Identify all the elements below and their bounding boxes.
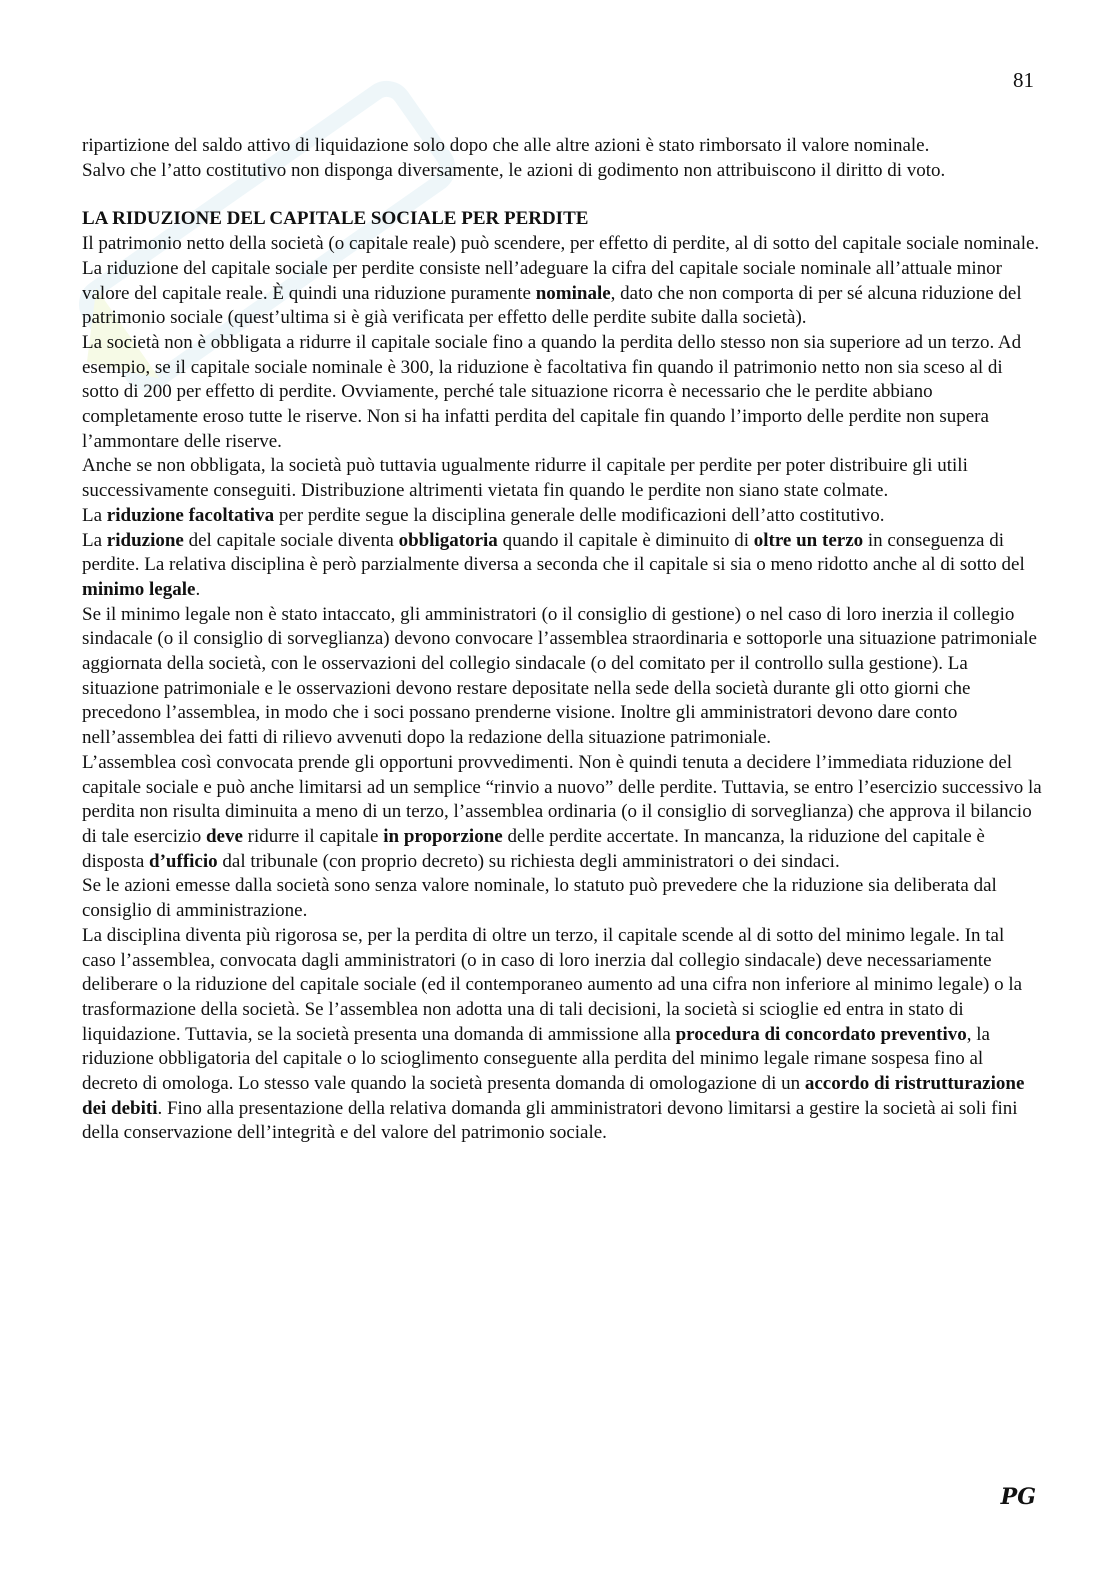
bold-term: oltre un terzo xyxy=(753,529,864,551)
page-number: 81 xyxy=(1013,68,1034,92)
paragraph-8: Se le azioni emesse dalla società sono senza valore nominale, lo statuto può prevedere che la riduzione sia deliberata dal consiglio di amministrazione. xyxy=(82,875,997,922)
paragraph-2: La società non è obbligata a ridurre il capitale sociale fino a quando la perdita dello stesso non sia superiore ad un terzo. Ad esempio, se il capitale sociale nominale è 300, la riduzione è facoltativa fin quando il patrimonio netto non sia sceso al di sotto di 200 per effetto di perdite. Ovviamente, perché tale situazione ricorra è necessario che le perdite abbiano completamente eroso tutte le riserve. Non si ha infatti perdita del capitale fin quando l’importo delle perdite non supera l’ammontare delle riserve. xyxy=(82,331,1022,452)
paragraph-intro-2: Salvo che l’atto costitutivo non disponga diversamente, le azioni di godimento non attribuiscono il diritto di voto. xyxy=(82,159,946,181)
signature-initials: PG xyxy=(1000,1484,1036,1510)
bold-term: riduzione xyxy=(106,529,184,551)
paragraph-6: Se il minimo legale non è stato intaccato, gli amministratori (o il consiglio di gestione) o nel caso di loro inerzia il collegio sindacale (o il consiglio di sorveglianza) devono convocare l’assemblea straordinaria e sottoporle una situazione patrimoniale aggiornata della società, con le osservazioni del collegio sindacale (o del comitato per il controllo sulla gestione). La situazione patrimoniale e le osservazioni devono restare depositate nella sede della società durante gli otto giorni che precedono l’assemblea, in modo che i soci possano prenderne visione. Inoltre gli amministratori devono dare conto nell’assemblea dei fatti di rilievo avvenuti dopo la redazione della situazione patrimoniale. xyxy=(82,603,1037,749)
section-title: LA RIDUZIONE DEL CAPITALE SOCIALE PER PERDITE xyxy=(82,208,589,230)
bold-term: accordo di ristrutturazione dei debiti xyxy=(82,1073,1025,1119)
document-body xyxy=(82,134,1042,1146)
bold-term: minimo legale xyxy=(82,578,196,600)
paragraph-4: La riduzione facoltativa per perdite segue la disciplina generale delle modificazioni dell’atto costitutivo. xyxy=(82,504,885,526)
bold-term: obbligatoria xyxy=(398,529,498,551)
paragraph-intro-1: ripartizione del saldo attivo di liquidazione solo dopo che alle altre azioni è stato rimborsato il valore nominale. xyxy=(82,135,930,156)
bold-term: d’ufficio xyxy=(149,850,218,872)
bold-term: procedura di concordato preventivo xyxy=(675,1023,967,1045)
paragraph-1: Il patrimonio netto della società (o capitale reale) può scendere, per effetto di perdite, al di sotto del capitale sociale nominale. La riduzione del capitale sociale per perdite consiste nell’adeguare la cifra del capitale sociale nominale all’attuale minor valore del capitale reale. È quindi una riduzione puramente nominale, dato che non comporta di per sé alcuna riduzione del patrimonio sociale (quest’ultima si è già verificata per effetto delle perdite subite dalla società). xyxy=(82,233,1040,329)
bold-term: nominale xyxy=(535,282,611,304)
paragraph-3: Anche se non obbligata, la società può tuttavia ugualmente ridurre il capitale per perdite per poter distribuire gli utili successivamente conseguiti. Distribuzione altrimenti vietata fin quando le perdite non siano state colmate. xyxy=(82,455,968,502)
paragraph-7: L’assemblea così convocata prende gli opportuni provvedimenti. Non è quindi tenuta a decidere l’immediata riduzione del capitale sociale e può anche limitarsi ad un semplice “rinvio a nuovo” delle perdite. Tuttavia, se entro l’esercizio successivo la perdita non risulta diminuita a meno di un terzo, l’assemblea ordinaria (o il consiglio di sorveglianza) che approva il bilancio di tale esercizio deve ridurre il capitale in proporzione delle perdite accertate. In mancanza, la riduzione del capitale è disposta d’ufficio dal tribunale (con proprio decreto) su richiesta degli amministratori o dei sindaci. xyxy=(82,751,1042,872)
bold-term: deve xyxy=(205,825,243,847)
bold-term: riduzione facoltativa xyxy=(106,504,275,526)
paragraph-5: La riduzione del capitale sociale diventa obbligatoria quando il capitale è diminuito di oltre un terzo in conseguenza di perdite. La relativa disciplina è però parzialmente diversa a seconda che il capitale si sia o meno ridotto anche al di sotto del minimo legale. xyxy=(82,529,1025,600)
paragraph-9: La disciplina diventa più rigorosa se, per la perdita di oltre un terzo, il capitale scende al di sotto del minimo legale. In tal caso l’assemblea, convocata dagli amministratori (o in caso di loro inerzia dal collegio sindacale) deve necessariamente deliberare o la riduzione del capitale sociale (ed il contemporaneo aumento ad una cifra non inferiore al minimo legale) o la trasformazione della società. Se l’assemblea non adotta una di tali decisioni, la società si scioglie ed entra in stato di liquidazione. Tuttavia, se la società presenta una domanda di ammissione alla procedura di concordato preventivo, la riduzione obbligatoria del capitale o lo scioglimento conseguente alla perdita del minimo legale rimane sospesa fino al decreto di omologa. Lo stesso vale quando la società presenta domanda di omologazione di un accordo di ristrutturazione dei debiti. Fino alla presentazione della relativa domanda gli amministratori devono limitarsi a gestire la società ai soli fini della conservazione dell’integrità e del valore del patrimonio sociale. xyxy=(82,924,1025,1144)
bold-term: in proporzione xyxy=(383,825,503,847)
